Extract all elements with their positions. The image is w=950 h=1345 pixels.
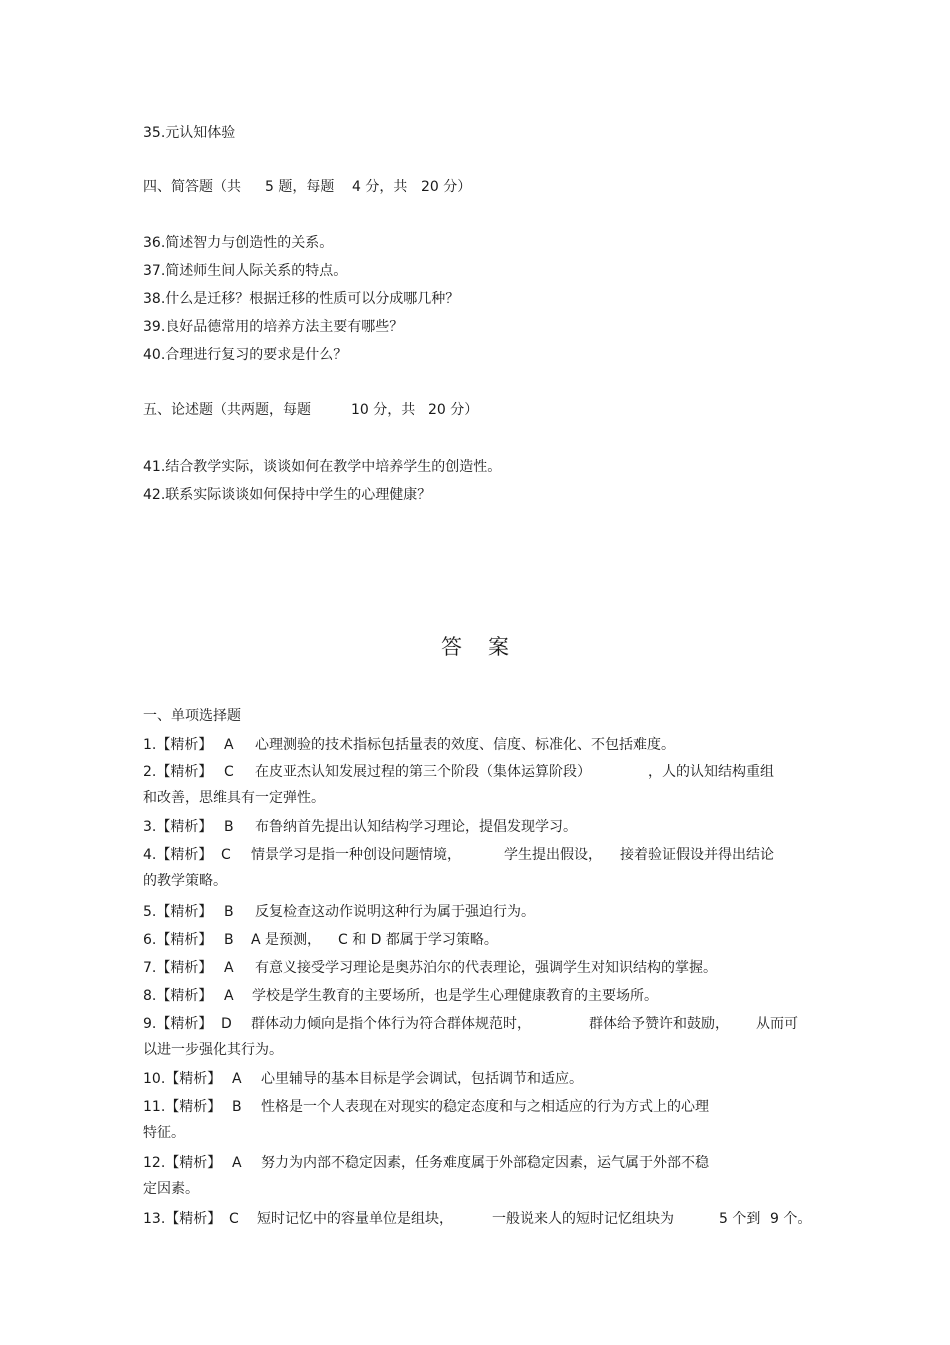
answer-choice: B — [224, 904, 234, 920]
answer-text: 群体给予赞许和鼓励， — [589, 1016, 729, 1032]
answer-choice: A — [224, 737, 234, 753]
answer-choice: A — [232, 1071, 242, 1087]
answer-label: 13.【精析】 — [143, 1211, 222, 1227]
question-35: 35.元认知体验 — [143, 125, 236, 141]
answer-text: 一般说来人的短时记忆组块为 — [492, 1211, 674, 1227]
section-5-heading-part: 10 分，共 — [351, 402, 416, 418]
question-40: 40.合理进行复习的要求是什么？ — [143, 347, 348, 363]
answer-text: 学生提出假设， — [504, 847, 602, 863]
answer-9-continued: 以进一步强化其行为。 — [143, 1042, 283, 1058]
answer-4-continued: 的教学策略。 — [143, 873, 227, 889]
answer-text: ，人的认知结构重组 — [648, 764, 774, 780]
answer-label: 4.【精析】 — [143, 847, 213, 863]
answer-text: 学校是学生教育的主要场所，也是学生心理健康教育的主要场所。 — [252, 988, 658, 1004]
answer-choice: A — [224, 960, 234, 976]
answer-label: 8.【精析】 — [143, 988, 213, 1004]
answer-label: 7.【精析】 — [143, 960, 213, 976]
answer-text: 9 个。 — [770, 1211, 812, 1227]
answer-text: 情景学习是指一种创设问题情境， — [251, 847, 461, 863]
section-4-heading-part: 20 分） — [421, 179, 472, 195]
section-4-heading-part: 四、简答题（共 — [143, 179, 241, 195]
answer-choice: C — [221, 847, 231, 863]
answer-text: 5 个到 — [719, 1211, 761, 1227]
answer-label: 3.【精析】 — [143, 819, 213, 835]
answer-text: 努力为内部不稳定因素，任务难度属于外部稳定因素，运气属于外部不稳 — [261, 1155, 709, 1171]
answer-choice: B — [224, 819, 234, 835]
section-4-heading-part: 4 分，共 — [352, 179, 408, 195]
question-37: 37.简述师生间人际关系的特点。 — [143, 263, 348, 279]
answer-choice: D — [221, 1016, 232, 1032]
answer-label: 11.【精析】 — [143, 1099, 222, 1115]
question-38: 38.什么是迁移？根据迁移的性质可以分成哪几种？ — [143, 291, 460, 307]
answer-text: 布鲁纳首先提出认知结构学习理论，提倡发现学习。 — [255, 819, 577, 835]
answer-label: 5.【精析】 — [143, 904, 213, 920]
answer-text: 有意义接受学习理论是奥苏泊尔的代表理论，强调学生对知识结构的掌握。 — [255, 960, 717, 976]
answer-text: 心理测验的技术指标包括量表的效度、信度、标准化、不包括难度。 — [255, 737, 675, 753]
answer-label: 1.【精析】 — [143, 737, 213, 753]
answer-text: 在皮亚杰认知发展过程的第三个阶段（集体运算阶段） — [255, 764, 591, 780]
answer-text: 接着验证假设并得出结论 — [620, 847, 774, 863]
question-42: 42.联系实际谈谈如何保持中学生的心理健康？ — [143, 487, 432, 503]
section-5-heading-part: 20 分） — [428, 402, 479, 418]
answer-text: 短时记忆中的容量单位是组块， — [257, 1211, 453, 1227]
answer-2-continued: 和改善，思维具有一定弹性。 — [143, 790, 325, 806]
answer-11-continued: 特征。 — [143, 1125, 185, 1141]
answer-12-continued: 定因素。 — [143, 1181, 199, 1197]
answer-choice: A — [224, 988, 234, 1004]
answer-text: C 和 D 都属于学习策略。 — [338, 932, 498, 948]
question-41: 41.结合教学实际，谈谈如何在教学中培养学生的创造性。 — [143, 459, 502, 475]
answer-text: 反复检查这动作说明这种行为属于强迫行为。 — [255, 904, 535, 920]
answer-choice: B — [232, 1099, 242, 1115]
answer-choice: C — [229, 1211, 239, 1227]
answer-choice: A — [232, 1155, 242, 1171]
answer-text: 从而可 — [756, 1016, 798, 1032]
answer-label: 12.【精析】 — [143, 1155, 222, 1171]
answer-label: 10.【精析】 — [143, 1071, 222, 1087]
answer-text: 群体动力倾向是指个体行为符合群体规范时， — [251, 1016, 531, 1032]
section-5-heading-part: 五、论述题（共两题，每题 — [143, 402, 311, 418]
section-1-heading: 一、单项选择题 — [143, 708, 241, 724]
answers-title: 答案 — [441, 635, 535, 659]
answer-text: A 是预测， — [251, 932, 322, 948]
answer-text: 心里辅导的基本目标是学会调试，包括调节和适应。 — [261, 1071, 583, 1087]
answer-choice: B — [224, 932, 234, 948]
answer-text: 性格是一个人表现在对现实的稳定态度和与之相适应的行为方式上的心理 — [261, 1099, 709, 1115]
question-39: 39.良好品德常用的培养方法主要有哪些？ — [143, 319, 404, 335]
answer-choice: C — [224, 764, 234, 780]
answer-label: 9.【精析】 — [143, 1016, 213, 1032]
section-4-heading-part: 5 题，每题 — [265, 179, 335, 195]
answer-label: 2.【精析】 — [143, 764, 213, 780]
answer-label: 6.【精析】 — [143, 932, 213, 948]
question-36: 36.简述智力与创造性的关系。 — [143, 235, 334, 251]
